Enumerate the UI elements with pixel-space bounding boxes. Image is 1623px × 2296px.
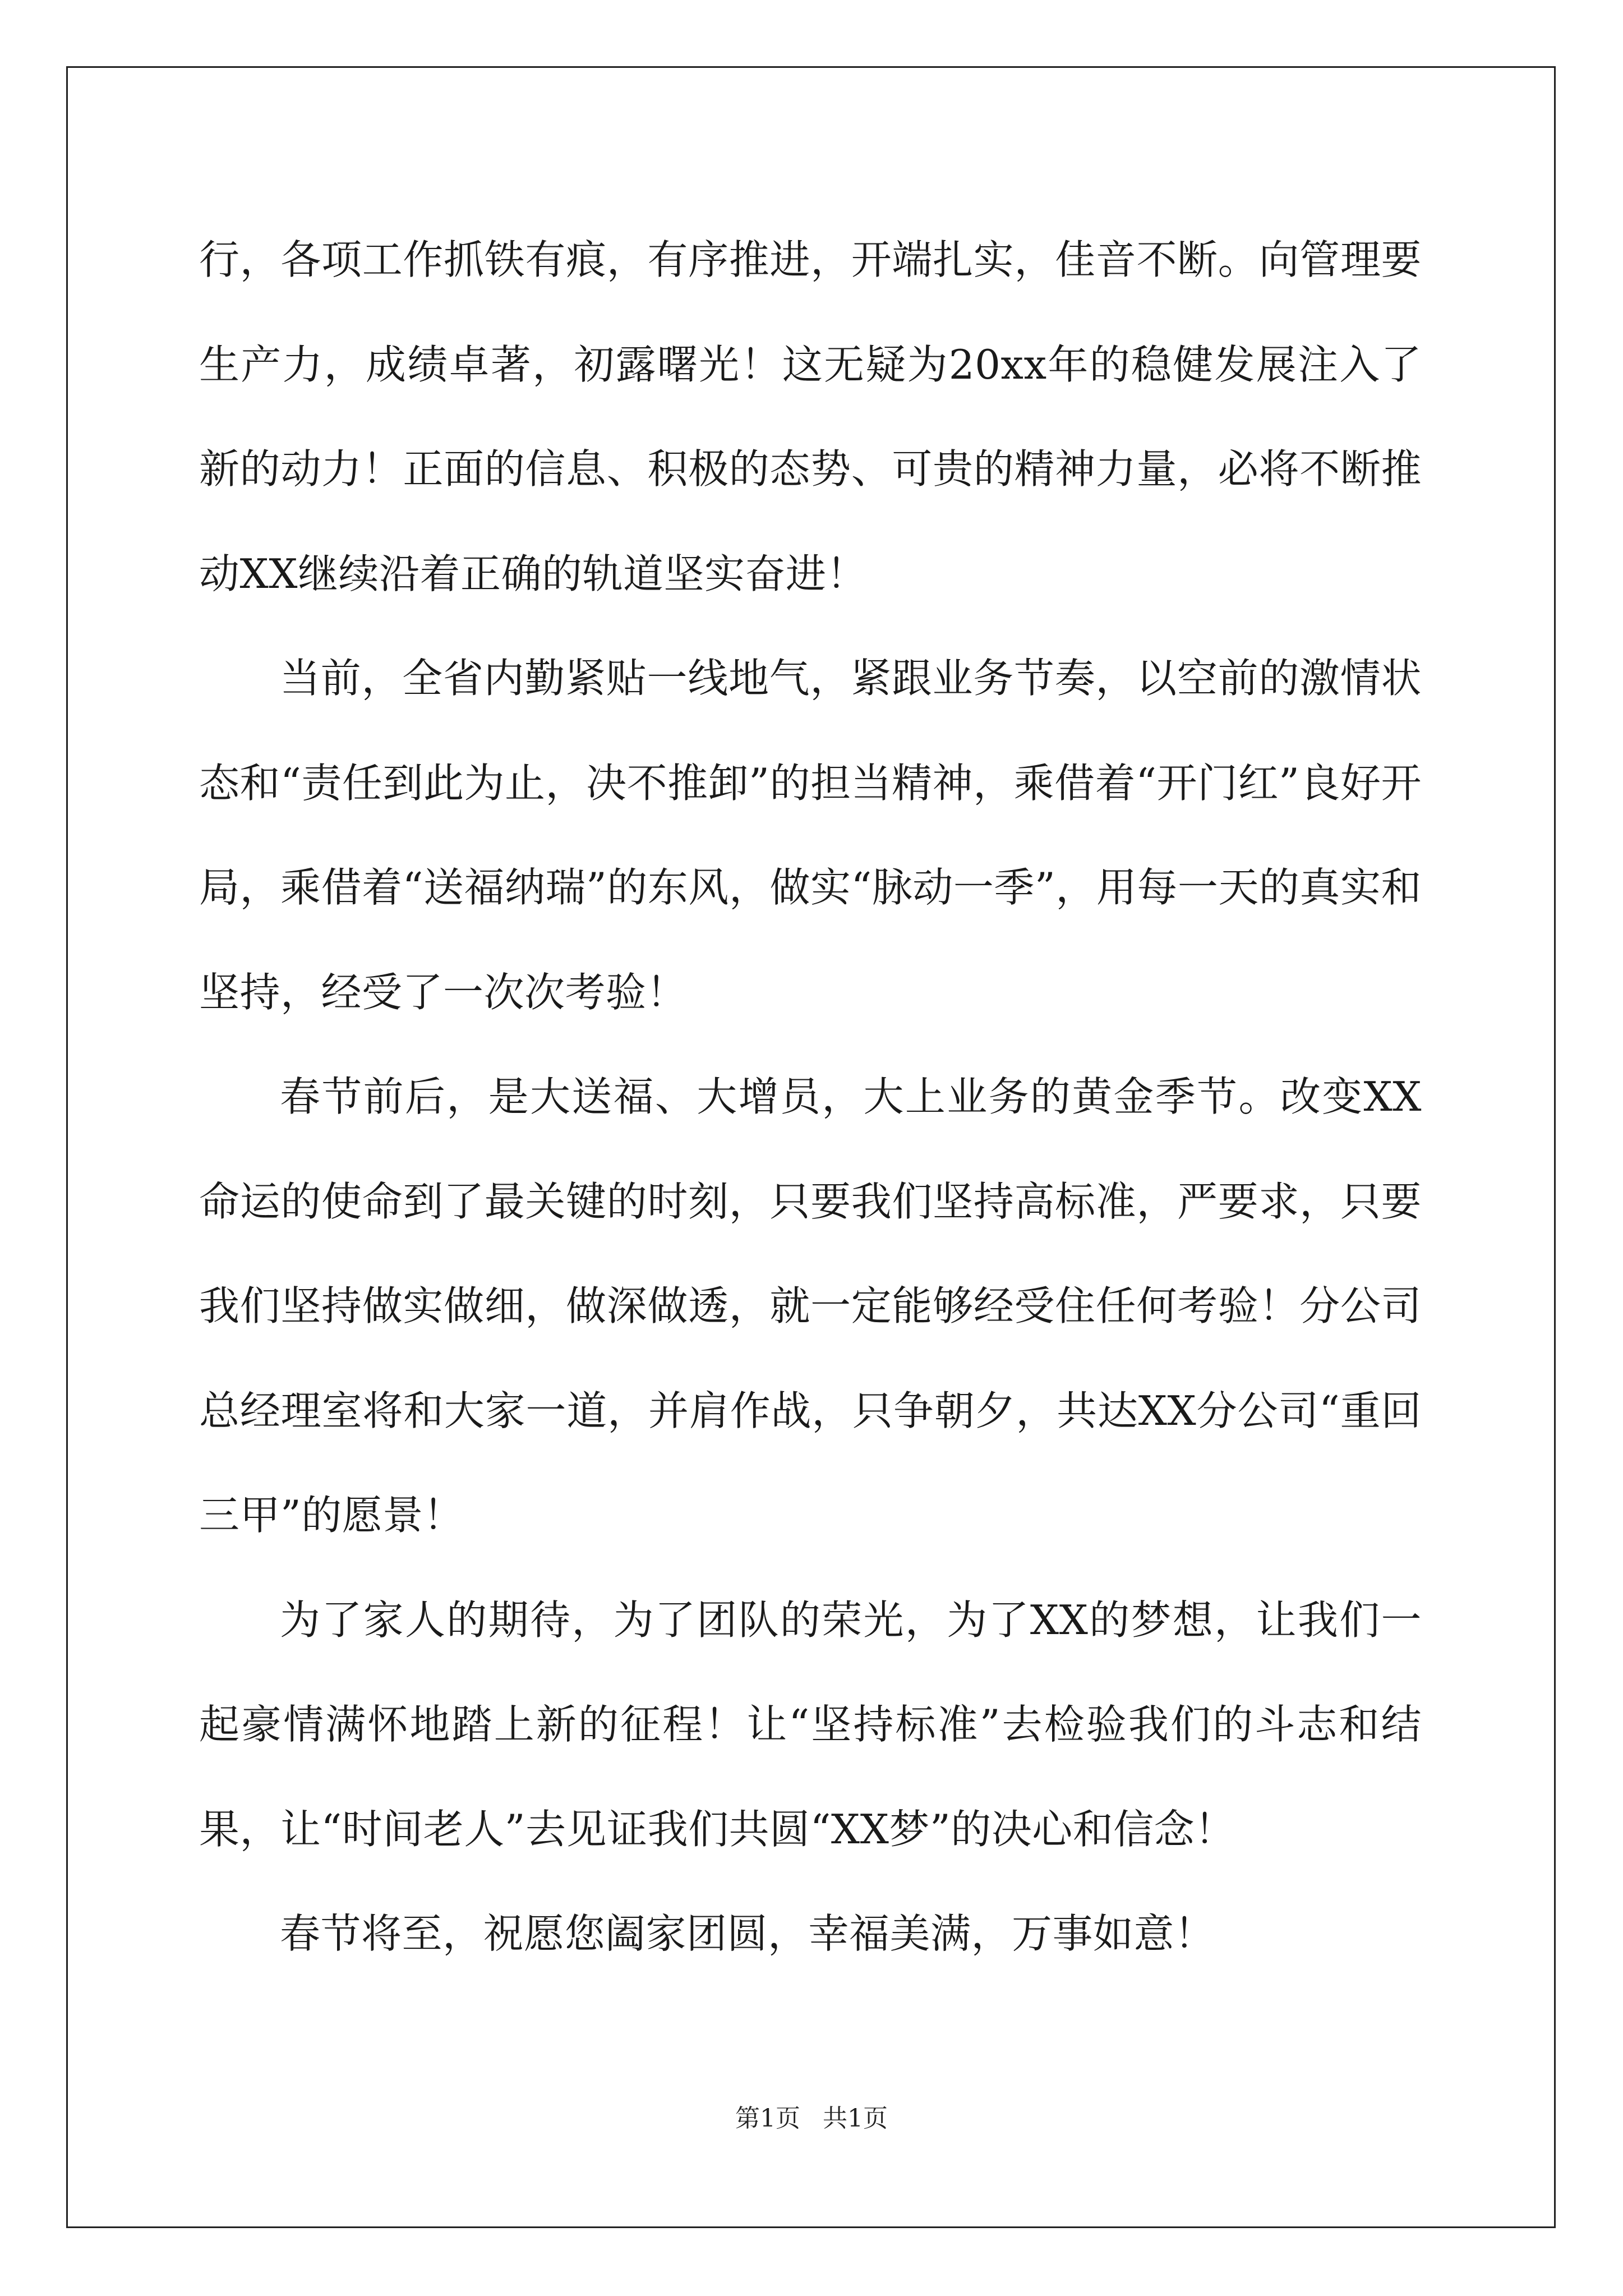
paragraph-4: 为了家人的期待，为了团队的荣光，为了XX的梦想，让我们一起豪情满怀地踏上新的征程！让“坚持标准”去检验我们的斗志和结果，让“时间老人”去见证我们共圆“XX梦”的决心和信念！ <box>199 1596 1422 1853</box>
page-number-current: 第1页 <box>735 2104 800 2133</box>
paragraph-3: 春节前后，是大送福、大增员，大上业务的黄金季节。改变XX命运的使命到了最关键的时刻，只要我们坚持高标准，严要求，只要我们坚持做实做细，做深做透，就一定能够经受住任何考验！分公司总经理室将和大家一道，并肩作战，只争朝夕，共达XX分公司“重回三甲”的愿景！ <box>199 1073 1422 1539</box>
paragraph-1: 行，各项工作抓铁有痕，有序推进，开端扎实，佳音不断。向管理要生产力，成绩卓著，初露曙光！这无疑为20xx年的稳健发展注入了新的动力！正面的信息、积极的态势、可贵的精神力量，必将不断推动XX继续沿着正确的轨道坚实奋进！ <box>199 236 1422 597</box>
paragraph-5: 春节将至，祝愿您阖家团圆，幸福美满，万事如意！ <box>280 1910 1215 1957</box>
document-body <box>199 208 1422 1986</box>
page-footer <box>0 2098 1623 2134</box>
paragraph-2: 当前，全省内勤紧贴一线地气，紧跟业务节奏，以空前的激情状态和“责任到此为止，决不推卸”的担当精神，乘借着“开门红”良好开局，乘借着“送福纳瑞”的东风，做实“脉动一季”，用每一天的真实和坚持，经受了一次次考验！ <box>199 655 1422 1016</box>
page-number-total: 共1页 <box>823 2104 888 2133</box>
